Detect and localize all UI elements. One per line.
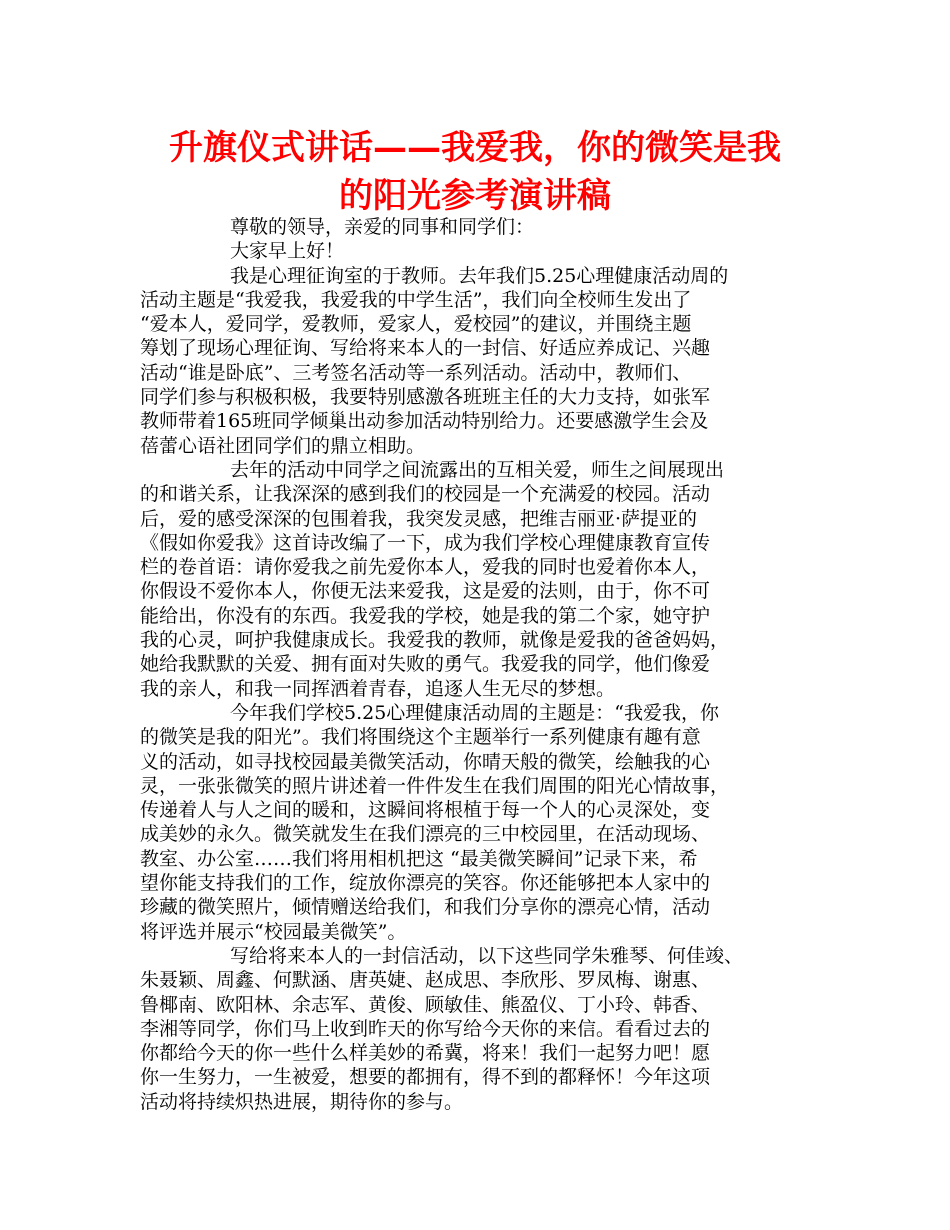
paragraph-line: 活动主题是“我爱我，我爱我的中学生活”，我们向全校师生发出了 <box>140 288 692 311</box>
paragraph-line: 写给将来本人的一封信活动，以下这些同学朱雅琴、何佳竣、 <box>230 944 744 967</box>
paragraph-line: 望你能支持我们的工作，绽放你漂亮的笑容。你还能够把本人家中的 <box>140 872 711 895</box>
greeting-paragraph <box>140 215 830 239</box>
paragraph-line: 的微笑是我的阳光”。我们将围绕这个主题举行一系列健康有趣有意 <box>140 726 701 749</box>
morning-line: 大家早上好！ <box>230 240 345 263</box>
paragraph-line: 她给我默默的关爱、拥有面对失败的勇气。我爱我的同学，他们像爱 <box>140 653 711 676</box>
paragraph-line: 将评选并展示“校园最美微笑”。 <box>140 920 407 943</box>
paragraph-line: 灵，一张张微笑的照片讲述着一件件发生在我们周围的阳光心情故事， <box>140 774 730 797</box>
paragraph-line: 你都给今天的你一些什么样美妙的希冀，将来！我们一起努力吧！愿 <box>140 1042 711 1065</box>
paragraph-line: 教师带着165班同学倾巢出动参加活动特别给力。还要感激学生会及 <box>140 410 709 433</box>
document-body <box>140 215 830 1114</box>
paragraph-line: “爱本人，爱同学，爱教师，爱家人，爱校园”的建议，并围绕主题 <box>140 313 692 336</box>
paragraph-line: 教室、办公室……我们将用相机把这 “最美微笑瞬间”记录下来，希 <box>140 847 698 870</box>
paragraph-line: 活动“谁是卧底”、三考签名活动等一系列活动。活动中，教师们、 <box>140 361 692 384</box>
paragraph-line: 栏的卷首语：请你爱我之前先爱你本人，爱我的同时也爱着你本人， <box>140 556 711 579</box>
body-paragraph <box>140 944 830 1114</box>
title-line-1: 升旗仪式讲话——我爱我，你的微笑是我 <box>169 128 781 168</box>
morning-paragraph <box>140 239 830 263</box>
body-paragraph <box>140 458 830 701</box>
paragraph-line: 同学们参与积极积极，我要特别感激各班班主任的大力支持，如张军 <box>140 386 711 409</box>
paragraph-line: 活动将持续炽热进展，期待你的参与。 <box>140 1090 464 1113</box>
paragraph-line: 义的活动，如寻找校园最美微笑活动，你晴天般的微笑，绘触我的心 <box>140 750 711 773</box>
title-line-2: 的阳光参考演讲稿 <box>339 176 611 216</box>
document-title <box>0 124 950 220</box>
paragraph-line: 后，爱的感受深深的包围着我，我突发灵感，把维吉丽亚·萨提亚的 <box>140 507 698 530</box>
paragraph-line: 李湘等同学，你们马上收到昨天的你写给今天你的来信。看看过去的 <box>140 1017 711 1040</box>
paragraph-line: 成美妙的永久。微笑就发生在我们漂亮的三中校园里，在活动现场、 <box>140 823 711 846</box>
paragraph-line: 《假如你爱我》这首诗改编了一下，成为我们学校心理健康教育宣传 <box>140 531 711 554</box>
paragraph-line: 蓓蕾心语社团同学们的鼎立相助。 <box>140 434 426 457</box>
paragraph-line: 朱聂颖、周鑫、何默涵、唐英婕、赵成思、李欣彤、罗凤梅、谢惠、 <box>140 969 711 992</box>
paragraph-line: 去年的活动中同学之间流露出的互相关爱，师生之间展现出 <box>230 458 725 481</box>
body-paragraph <box>140 264 830 458</box>
paragraph-line: 你一生努力，一生被爱，想要的都拥有，得不到的都释怀！今年这项 <box>140 1066 711 1089</box>
paragraph-line: 今年我们学校5.25心理健康活动周的主题是：“我爱我，你 <box>230 701 720 724</box>
paragraph-line: 我的心灵，呵护我健康成长。我爱我的教师，就像是爱我的爸爸妈妈， <box>140 629 730 652</box>
paragraph-line: 珍藏的微笑照片，倾情赠送给我们，和我们分享你的漂亮心情，活动 <box>140 896 711 919</box>
paragraph-line: 我是心理征询室的于教师。去年我们5.25心理健康活动周的 <box>230 264 729 287</box>
body-paragraph <box>140 701 830 944</box>
paragraph-line: 筹划了现场心理征询、写给将来本人的一封信、好适应养成记、兴趣 <box>140 337 711 360</box>
paragraph-line: 传递着人与人之间的暖和，这瞬间将根植于每一个人的心灵深处，变 <box>140 799 711 822</box>
paragraph-line: 你假设不爱你本人，你便无法来爱我，这是爱的法则，由于，你不可 <box>140 580 711 603</box>
greeting-line: 尊敬的领导，亲爱的同事和同学们： <box>230 216 535 238</box>
paragraph-line: 鲁椰南、欧阳林、余志军、黄俊、顾敏佳、熊盈仪、丁小玲、韩香、 <box>140 993 711 1016</box>
paragraph-line: 能给出，你没有的东西。我爱我的学校，她是我的第二个家，她守护 <box>140 604 711 627</box>
paragraph-line: 的和谐关系，让我深深的感到我们的校园是一个充满爱的校园。活动 <box>140 483 711 506</box>
paragraph-line: 我的亲人，和我一同挥洒着青春，追逐人生无尽的梦想。 <box>140 677 616 700</box>
